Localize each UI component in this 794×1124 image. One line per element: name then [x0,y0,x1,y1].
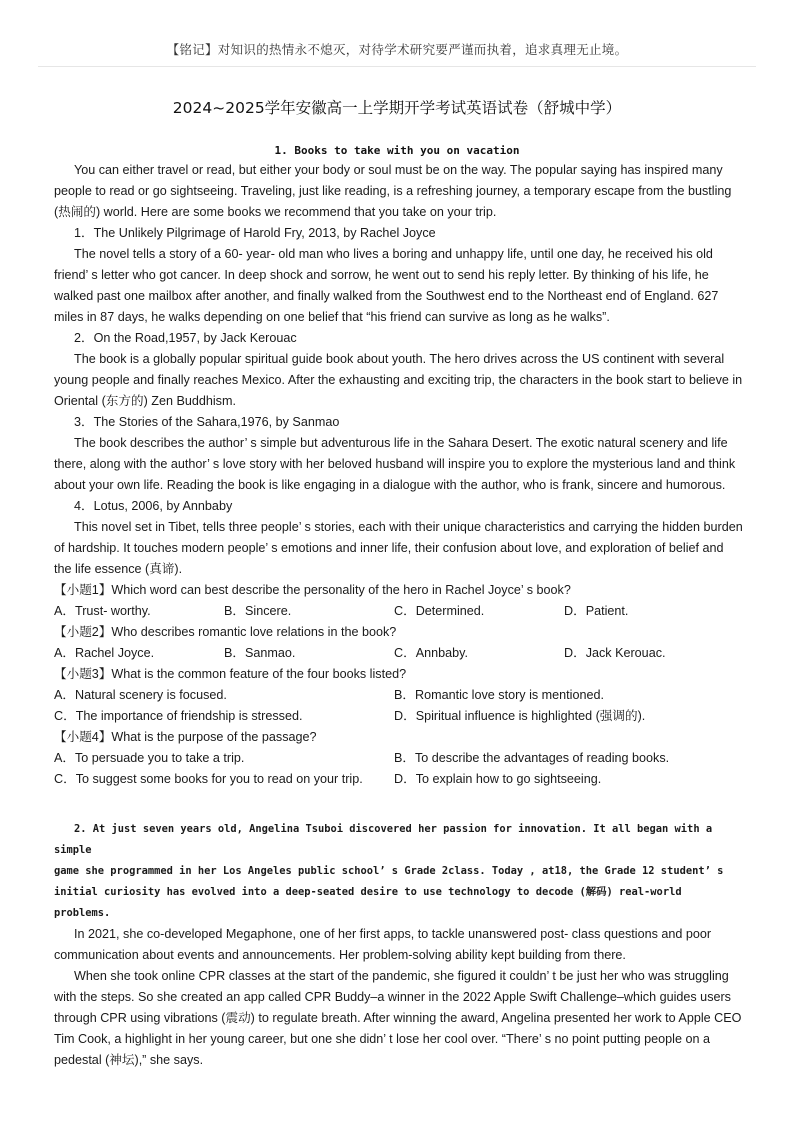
option-c[interactable]: C．Annbaby. [394,646,468,660]
subquestion-3-options-row-2 [54,706,744,727]
passage-intro: You can either travel or read, but either your body or soul must be on the way. The popular saying has inspired many people to read or go sightseeing. Traveling, just like reading, is a refreshing journey, a temporary escape from the bustling (热闹的) world. Here are some books we recommend that you take on your trip. [54,163,732,219]
question-1-heading: 1. Books to take with you on vacation [274,144,520,157]
book-3-title: 3．The Stories of the Sahara,1976, by Sanmao [74,415,340,429]
option-b[interactable]: B．Sanmao. [224,646,296,660]
book-3-description: The book describes the author’ s simple but adventurous life in the Sahara Desert. The exotic natural scenery and life there, along with the author’ s love story with her beloved husband will inspire you to explore the mysterious land and think about your own life. Reading the book is like engaging in a dialogue with the author, who is frank, sincere and humorous. [54,436,736,492]
subquestion-3-stem: 【小题3】What is the common feature of the four books listed? [54,667,407,681]
option-d[interactable]: D．Spiritual influence is highlighted (强调的). [394,709,646,723]
exam-title: 2024~2025学年安徽高一上学期开学考试英语试卷（舒城中学） [172,99,622,117]
header-divider [38,66,756,67]
option-b[interactable]: B．To describe the advantages of reading books. [394,751,670,765]
subquestion-4-stem: 【小题4】What is the purpose of the passage? [54,730,317,744]
question-2-paragraph-2: When she took online CPR classes at the start of the pandemic, she figured it couldn’ t be just her who was struggling with the steps. So she created an app called CPR Buddy–a winner in the 2022 Apple Swift Challenge–which guides users through CPR using vibrations (震动) to regulate breath. After winning the award, Angelina presented her work to Apple CEO Tim Cook, a highlight in her young career, but one she didn’ t lose her cool over. “There’ s no point putting people on a pedestal (神坛),” she says. [54,969,742,1067]
option-a[interactable]: A．Rachel Joyce. [54,646,155,660]
option-c[interactable]: C．Determined. [394,604,485,618]
option-d[interactable]: D．Patient. [564,604,629,618]
subquestion-2-options [54,643,744,664]
question-2-intro-line-2: game she programmed in her Los Angeles public school’ s Grade 2class. Today , at18, the Grade 12 student’ s [54,865,724,877]
question-2-intro-line-3: initial curiosity has evolved into a deep-seated desire to use technology to decode (解码) real-world problems. [54,886,682,919]
option-a[interactable]: A．Trust- worthy. [54,604,151,618]
option-a[interactable]: A．Natural scenery is focused. [54,688,227,702]
document-body [54,160,744,1071]
option-b[interactable]: B．Romantic love story is mentioned. [394,688,604,702]
option-a[interactable]: A．To persuade you to take a trip. [54,751,245,765]
book-2-description: The book is a globally popular spiritual guide book about youth. The hero drives across the US continent with several young people and finally reaches Mexico. After the exhausting and exciting trip, the characters in the book start to believe in Oriental (东方的) Zen Buddhism. [54,352,743,408]
subquestion-3-options-row-1 [54,685,744,706]
subquestion-1-stem: 【小题1】Which word can best describe the personality of the hero in Rachel Joyce’ s book? [54,583,571,597]
option-d[interactable]: D．Jack Kerouac. [564,646,666,660]
question-2-intro-line-1: 2. At just seven years old, Angelina Tsuboi discovered her passion for innovation. It all began with a simple [54,823,713,856]
book-1-title: 1．The Unlikely Pilgrimage of Harold Fry, 2013, by Rachel Joyce [74,226,436,240]
book-1-description: The novel tells a story of a 60- year- old man who lives a boring and unhappy life, until one day, he received his old friend’ s letter who got cancer. In deep shock and sorrow, he went out to send his reply letter. By thinking of his life, he walked past one mailbox after another, and finally walked from the Southwest end to the Northeast end of England. 627 miles in 87 days, he walks depending on one belief that “his friend can survive as long as he walks”. [54,247,719,324]
option-d[interactable]: D．To explain how to go sightseeing. [394,772,602,786]
section-spacer [54,790,744,819]
book-4-title: 4．Lotus, 2006, by Annbaby [74,499,233,513]
question-2-paragraph-1: In 2021, she co-developed Megaphone, one of her first apps, to tackle unanswered post- class questions and poor communication about events and announcements. Her problem-solving ability kept building from there. [54,927,712,962]
header-motto: 【铭记】对知识的热情永不熄灭，对待学术研究要严谨而执着，追求真理无止境。 [166,42,628,57]
option-b[interactable]: B．Sincere. [224,604,292,618]
subquestion-1-options [54,601,744,622]
option-c[interactable]: C．The importance of friendship is stressed. [54,709,303,723]
book-2-title: 2．On the Road,1957, by Jack Kerouac [74,331,297,345]
subquestion-4-options-row-2 [54,769,744,790]
subquestion-4-options-row-1 [54,748,744,769]
option-c[interactable]: C．To suggest some books for you to read on your trip. [54,772,363,786]
subquestion-2-stem: 【小题2】Who describes romantic love relations in the book? [54,625,397,639]
book-4-description: This novel set in Tibet, tells three people’ s stories, each with their unique characteristics and carrying the hidden burden of hardship. It touches modern people’ s emotions and inner life, their confusion about love, and exploration of belief and the life essence (真谛). [54,520,743,576]
